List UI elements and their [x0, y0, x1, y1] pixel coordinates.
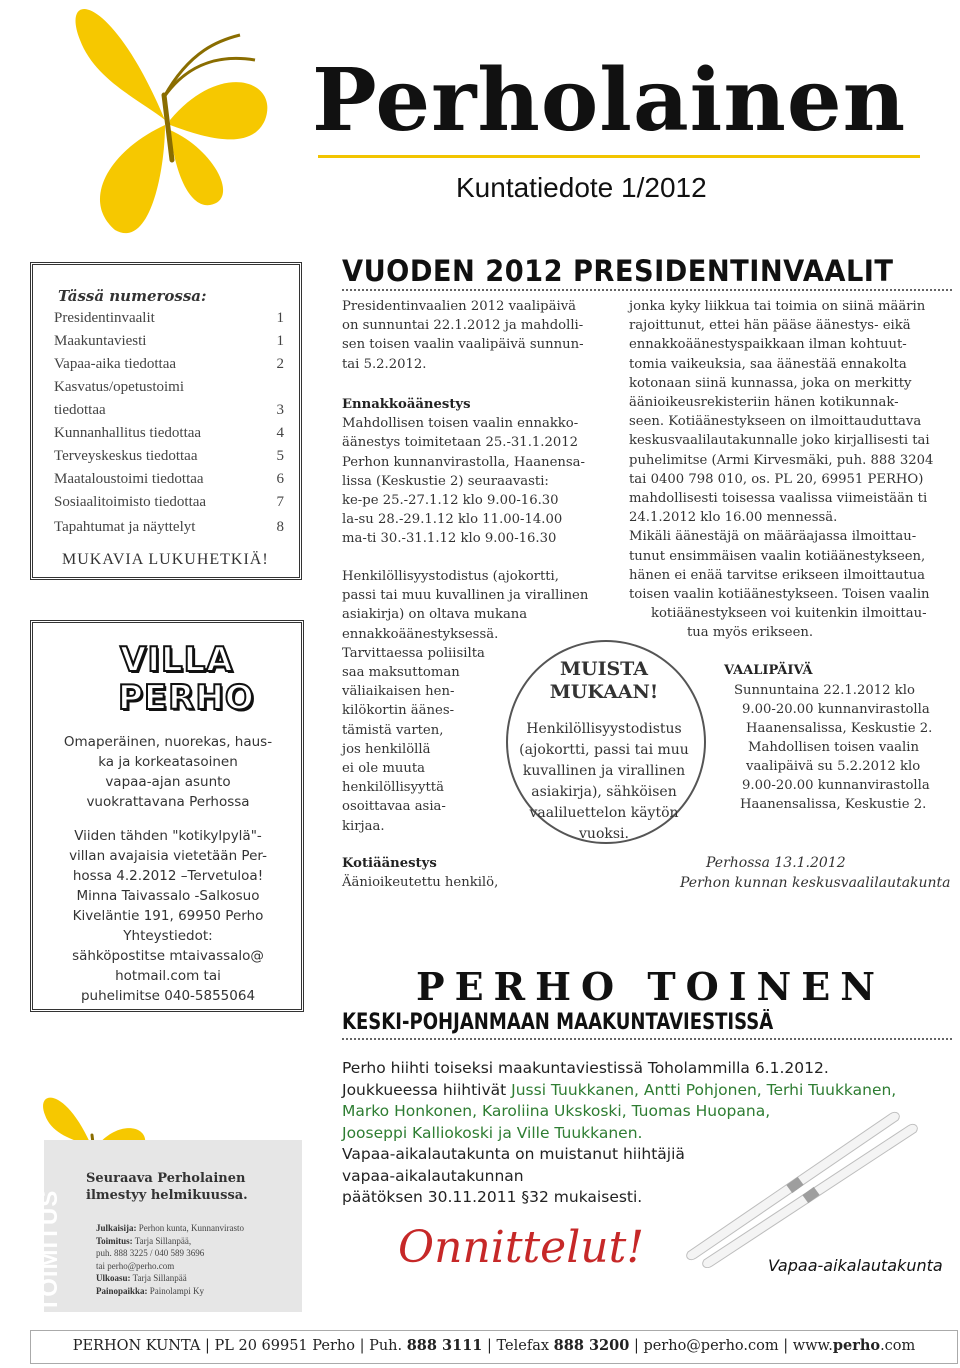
image-caption: Vapaa-aikalautakunta [768, 1256, 943, 1275]
election-divider [342, 289, 952, 291]
footer-separator: | [359, 1338, 370, 1354]
election-day-heading: VAALIPÄIVÄ [724, 663, 813, 678]
toc-item [54, 333, 284, 350]
signature-date: Perhossa 13.1.2012 [706, 855, 846, 871]
text-line: lissa (Keskustie 2) seuraavasti: [342, 473, 549, 489]
toc-item-label: Vapaa-aika tiedottaa [54, 356, 177, 372]
editor-line: Toimitus: Tarja Sillanpää, [96, 1235, 192, 1246]
layout-line: Ulkoasu: Tarja Sillanpää [96, 1273, 187, 1283]
toc-item-label: tiedottaa [54, 402, 106, 418]
publisher-info [96, 1222, 296, 1297]
relay-team-names: Jussi Tuukkanen, Antti Pohjonen, Terhi Tuukkanen, [511, 1081, 897, 1099]
footer-address: PL 20 69951 Perho [214, 1338, 355, 1354]
text-line: ma-ti 30.-31.1.12 klo 9.00-16.30 [342, 531, 557, 547]
text-line: on sunnuntai 22.1.2012 ja mahdolli- [342, 318, 584, 334]
relay-text-line [342, 1081, 896, 1099]
election-day-line: Haanensalissa, Keskustie 2. [740, 797, 927, 812]
text-line: jos henkilöllä [342, 741, 431, 757]
advance-voting-section [342, 395, 585, 549]
text-line: passi tai muu kuvallinen ja virallinen [342, 588, 589, 604]
election-day-line: Mahdollisen toisen vaalin [748, 740, 919, 755]
relay-team-names: Jooseppi Kalliokoski ja Ville Tuukkanen. [342, 1124, 643, 1142]
email-line: tai perho@perho.com [96, 1260, 175, 1271]
footer-fax-label: Telefax [496, 1338, 550, 1354]
relay-heading: PERHO TOINEN [416, 964, 885, 1009]
text-line: ei ole muuta [342, 761, 426, 777]
relay-text-line: vapaa-aikalautakunnan [342, 1167, 524, 1185]
reminder-title [506, 658, 702, 704]
reminder-line: vuoksi. [579, 826, 629, 842]
villa-line: villan avajaisia vietetään Per- [69, 848, 267, 864]
reminder-title-line: MUISTA [559, 658, 649, 680]
text-line: asiakirja) on oltava mukana [342, 607, 528, 623]
reminder-line: vaaliluettelon käytön [529, 805, 679, 821]
text-line: puhelimitse (Armi Kirvesmäki, puh. 888 3204 [629, 452, 934, 468]
text-line: 24.1.2012 klo 16.00 mennessä. [629, 510, 838, 526]
toc-item [54, 402, 284, 419]
text-line: hänen ei enää tarvitse erikseen ilmoittautua [629, 567, 926, 583]
home-voting-heading: Kotiäänestys [342, 856, 437, 871]
text-line: tai 0400 798 010, os. PL 20, 69951 PERHO) [629, 471, 924, 487]
toc-item-page: 7 [276, 494, 284, 510]
footer-separator: | [633, 1338, 644, 1354]
toc-item-page: 1 [276, 333, 284, 349]
villa-logo-line1: VILLA [120, 640, 234, 680]
text-line: tämistä varten, [342, 722, 444, 738]
text-line: kirjaa. [342, 818, 385, 834]
text-line: Mahdollisen toisen vaalin ennakko- [342, 416, 579, 432]
text-line: tomia vaikeuksia, saa äänestää ennakolta [629, 356, 907, 372]
relay-team-names: Marko Honkonen, Karoliina Ukskoski, Tuomas Huopana, [342, 1102, 771, 1120]
footer-separator: | [204, 1338, 215, 1354]
toc-item [54, 494, 284, 511]
toc-item-label: Kasvatus/opetustoimi [54, 379, 184, 395]
reminder-line: asiakirja), sähköisen [531, 784, 677, 800]
reminder-title-line: MUKAAN! [549, 681, 659, 703]
election-day-line: 9.00-20.00 kunnanvirastolla [742, 702, 930, 717]
footer-web-name: perho [832, 1337, 881, 1354]
election-day-line: Haanensalissa, Keskustie 2. [746, 721, 933, 736]
villa-line: Omaperäinen, nuorekas, haus- [63, 734, 273, 750]
footer-phone: 888 3111 [406, 1337, 483, 1354]
toc-item-label: Kunnanhallitus tiedottaa [54, 425, 202, 441]
villa-line: sähköpostitse mtaivassalo@ [72, 948, 264, 964]
villa-line: Kiveläntie 191, 69950 Perho [72, 908, 264, 924]
text-line: ennakkoäänestyspaikkaan ilman kohtuut- [629, 337, 907, 353]
home-voting-section [342, 854, 498, 892]
publisher-line: Julkaisija: Perhon kunta, Kunnanvirasto [96, 1223, 244, 1233]
toc-item-label: Tapahtumat ja näyttelyt [54, 519, 196, 535]
text-line: kotiäänestykseen voi kuitenkin ilmoittau- [651, 606, 927, 622]
text-line: kilökortin äänes- [342, 703, 455, 719]
text-line: Henkilöllisyystodistus (ajokortti, [342, 569, 559, 584]
election-day-line: 9.00-20.00 kunnanvirastolla [742, 778, 930, 793]
masthead-divider [318, 155, 920, 158]
toc-closing: MUKAVIA LUKUHETKIÄ! [62, 551, 269, 568]
toc-item-page: 2 [276, 356, 284, 372]
toc-item-label: Sosiaalitoimisto tiedottaa [54, 494, 207, 510]
text-line: Perhon kunnanvirastolla, Haanensa- [342, 454, 585, 470]
villa-logo-line2: PERHO [118, 678, 255, 718]
election-intro [342, 297, 584, 374]
text-line: keskusvaalilautakunnalle joko kirjallisesti tai [629, 433, 930, 449]
villa-line: Yhteystiedot: [123, 928, 213, 944]
text-line: toisen vaalin kotiäänestykseen. Toisen vaalin [629, 587, 930, 603]
toc-item-page: 6 [276, 471, 284, 487]
text-line: mahdollisesti toisessa vaalissa viimeistään ti [629, 491, 928, 507]
text-line: ke-pe 25.-27.1.12 klo 9.00-16.30 [342, 493, 559, 509]
text-line: jonka kyky liikkua tai toimia on siinä määrin [629, 299, 926, 314]
toc-item [54, 471, 284, 488]
footer-web-prefix: www. [792, 1338, 833, 1354]
villa-line: vuokrattavana Perhossa [86, 794, 250, 810]
villa-line: hotmail.com tai [115, 968, 221, 984]
advance-voting-heading: Ennakkoäänestys [342, 397, 471, 412]
footer-separator: | [487, 1338, 497, 1354]
villa-line: Minna Taivassalo -Salkosuo [76, 888, 260, 904]
toc-item [54, 448, 284, 465]
skis-illustration [640, 1108, 940, 1268]
toc-item-page: 8 [276, 519, 284, 535]
text-line: sen toisen vaalin vaalipäivä sunnun- [342, 337, 584, 353]
footer-fax: 888 3200 [553, 1337, 630, 1354]
footer-email-link[interactable]: perho@perho.com [643, 1338, 779, 1354]
toc-item-label: Terveyskeskus tiedottaa [54, 448, 198, 464]
next-issue-line: Seuraava Perholainen [86, 1171, 246, 1186]
villa-line: hossa 4.2.2012 –Tervetuloa! [72, 868, 264, 884]
toc-heading: Tässä numerossa: [58, 287, 207, 305]
toc-item-label: Maakuntaviesti [54, 333, 147, 349]
toc-item-label: Presidentinvaalit [54, 310, 155, 326]
villa-description [50, 732, 286, 812]
relay-text-line: päätöksen 30.11.2011 §32 mukaisesti. [342, 1188, 643, 1206]
villa-line: ka ja korkeatasoinen [98, 754, 238, 770]
congratulations-text: Onnittelut! [398, 1222, 644, 1273]
toc-item-page: 5 [276, 448, 284, 464]
text-line: äänioikeusrekisteriin hänen kotikunnak- [629, 395, 899, 411]
footer-website-link[interactable] [793, 1338, 916, 1354]
election-day-line: Sunnuntaina 22.1.2012 klo [734, 683, 915, 698]
text-line: tua myös erikseen. [687, 625, 814, 641]
text-line: äänestys toimitetaan 25.-31.1.2012 [342, 435, 579, 451]
toc-item [54, 425, 284, 442]
villa-line: puhelimitse 040-5855064 [80, 988, 256, 1004]
toimitus-vertical-label: TOIMITUS [36, 1189, 63, 1312]
text-line: Äänioikeutettu henkilö, [342, 875, 499, 891]
toc-item-page: 3 [276, 402, 284, 418]
signature-org: Perhon kunnan keskusvaalilautakunta [680, 875, 951, 891]
toc-item-label: Maataloustoimi tiedottaa [54, 471, 204, 487]
toc-item [54, 310, 284, 327]
relay-text-line: Perho hiihti toiseksi maakuntaviestissä Toholammilla 6.1.2012. [342, 1059, 829, 1077]
toc-item-page: 4 [276, 425, 284, 441]
footer-phone-label: Puh. [369, 1338, 403, 1354]
relay-divider [342, 1038, 952, 1040]
election-column-right [629, 297, 933, 643]
phone-line: puh. 888 3225 / 040 589 3696 [96, 1248, 205, 1258]
villa-line: vapaa-ajan asunto [105, 774, 231, 790]
reminder-line: kuvallinen ja virallinen [522, 763, 686, 779]
relay-text-prefix: Joukkueessa hiihtivät [342, 1081, 512, 1099]
text-line: Presidentinvaalien 2012 vaalipäivä [342, 299, 577, 314]
masthead-subtitle: Kuntatiedote 1/2012 [456, 172, 707, 203]
text-line: tai 5.2.2012. [342, 356, 427, 372]
text-line: seen. Kotiäänestykseen on ilmoittauduttava [629, 414, 922, 430]
relay-subheading: KESKI-POHJANMAAN MAAKUNTAVIESTISSÄ [342, 1010, 774, 1035]
text-line: kotonaan siinä kunnassa, joka on merkitty [629, 375, 912, 391]
masthead-title: Perholainen [312, 50, 907, 151]
villa-line: Viiden tähden "kotikylpylä"- [74, 828, 262, 844]
footer-org: PERHON KUNTA [72, 1338, 201, 1354]
text-line: la-su 28.-29.1.12 klo 11.00-14.00 [342, 512, 563, 528]
toc-item [54, 519, 284, 536]
text-line: väliaikaisen hen- [342, 684, 455, 700]
printer-line: Painopaikka: Painolampi Ky [96, 1285, 205, 1296]
reminder-line: Henkilöllisyystodistus [526, 721, 682, 737]
villa-details [50, 826, 286, 1006]
reminder-line: (ajokortti, passi tai muu [519, 742, 689, 758]
toc-item [54, 356, 284, 373]
footer-separator: | [783, 1338, 793, 1354]
text-line: tunut ensimmäisen vaalin kotiäänestykseen, [629, 548, 926, 564]
next-issue-line: ilmestyy helmikuussa. [86, 1188, 248, 1203]
footer-web-suffix: .com [880, 1338, 916, 1354]
text-line: ennakkoäänestyksessä. [342, 626, 499, 642]
next-issue-note [86, 1170, 286, 1204]
text-line: henkilöllisyyttä [342, 780, 444, 796]
election-day-line: vaalipäivä su 5.2.2012 klo [746, 759, 921, 774]
text-line: saa maksuttoman [342, 665, 460, 681]
reminder-body [506, 719, 702, 845]
toc-item-page: 1 [276, 310, 284, 326]
footer-contact [30, 1337, 958, 1354]
election-heading: VUODEN 2012 PRESIDENTINVAALIT [342, 254, 894, 288]
text-line: Tarvittaessa poliisilta [342, 645, 485, 661]
relay-text-line: Vapaa-aikalautakunta on muistanut hiihtäjiä [342, 1145, 685, 1163]
butterfly-logo-large [40, 0, 290, 250]
text-line: rajoittunut, ettei hän pääse äänestys- eikä [629, 318, 911, 334]
text-line: Mikäli äänestäjä on määräajassa ilmoittau- [629, 529, 917, 545]
toc-item [54, 379, 284, 396]
text-line: osoittavaa asia- [342, 799, 446, 815]
